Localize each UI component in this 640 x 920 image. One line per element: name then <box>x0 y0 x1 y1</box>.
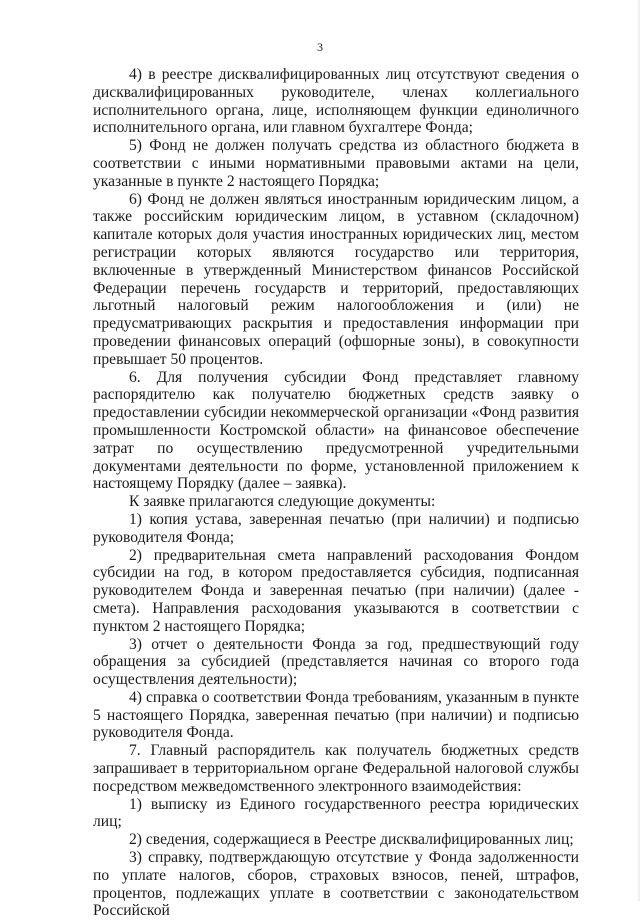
page-number: 3 <box>317 40 323 54</box>
paragraph-request-3-tax-certificate: 3) справку, подтверждающую отсутствие у Фонда задолженности по уплате налогов, сборов, страховых взносов, пеней, штрафов, процентов, подлежащих уплате в соответствии с законодательством Российской <box>93 849 579 920</box>
paragraph-attachment-1-charter: 1) копия устава, заверенная печатью (при наличии) и подписью руководителя Фонда; <box>93 510 579 546</box>
document-body <box>93 66 579 920</box>
paragraph-attachment-4-compliance: 4) справка о соответствии Фонда требованиям, указанным в пункте 5 настоящего Порядка, заверенная печатью (при наличии) и подписью руководителя Фонда. <box>93 688 579 742</box>
paragraph-section-6-application: 6. Для получения субсидии Фонд представляет главному распорядителю как получателю бюджетных средств заявку о предоставлении субсидии некоммерческой организации «Фонд развития промышленности Костромской области» на финансовое обеспечение затрат по осуществлению предусмотренной учредительными документами деятельности по форме, установленной приложением к настоящему Порядку (далее – заявка). <box>93 368 579 493</box>
paragraph-request-1-extract: 1) выписку из Единого государственного реестра юридических лиц; <box>93 795 579 831</box>
paragraph-item-4-disqualified-registry: 4) в реестре дисквалифицированных лиц отсутствуют сведения о дисквалифицированных руководителе, членах коллегиального исполнительного органа, лице, исполняющем функции единоличного исполнительного органа, или главном бухгалтере Фонда; <box>93 66 579 137</box>
paragraph-request-2-registry-info: 2) сведения, содержащиеся в Реестре дисквалифицированных лиц; <box>129 831 574 849</box>
paragraph-attachment-3-report: 3) отчет о деятельности Фонда за год, предшествующий году обращения за субсидией (представляется начиная со второго года осуществления деятельности); <box>93 635 579 689</box>
paragraph-item-5-regional-budget: 5) Фонд не должен получать средства из областного бюджета в соответствии с иными нормативными правовыми актами на цели, указанные в пункте 2 настоящего Порядка; <box>93 137 579 190</box>
paragraph-section-7-requests: 7. Главный распорядитель как получатель бюджетных средств запрашивает в территориальном органе Федеральной налоговой службы посредством межведомственного электронного взаимодействия: <box>93 742 579 795</box>
paragraph-attachments-intro: К заявке прилагаются следующие документы: <box>129 493 436 511</box>
paragraph-item-6-foreign-entity: 6) Фонд не должен являться иностранным юридическим лицом, а также российским юридическим лицом, в уставном (складочном) капитале которых доля участия иностранных юридических лиц, местом регистрации которых являются государство или территория, включенные в утвержденный Министерством финансов Российской Федерации перечень государств и территорий, предоставляющих льготный налоговый режим налогообложения и (или) не предусматривающих раскрытия и предоставления информации при проведении финансовых операций (офшорные зоны), в совокупности превышает 50 процентов. <box>93 190 579 368</box>
paragraph-attachment-2-estimate: 2) предварительная смета направлений расходования Фондом субсидии на год, в котором предоставляется субсидия, подписанная руководителем Фонда и заверенная печатью (при наличии) (далее - смета). Направления расходования указываются в соответствии с пунктом 2 настоящего Порядка; <box>93 546 579 635</box>
